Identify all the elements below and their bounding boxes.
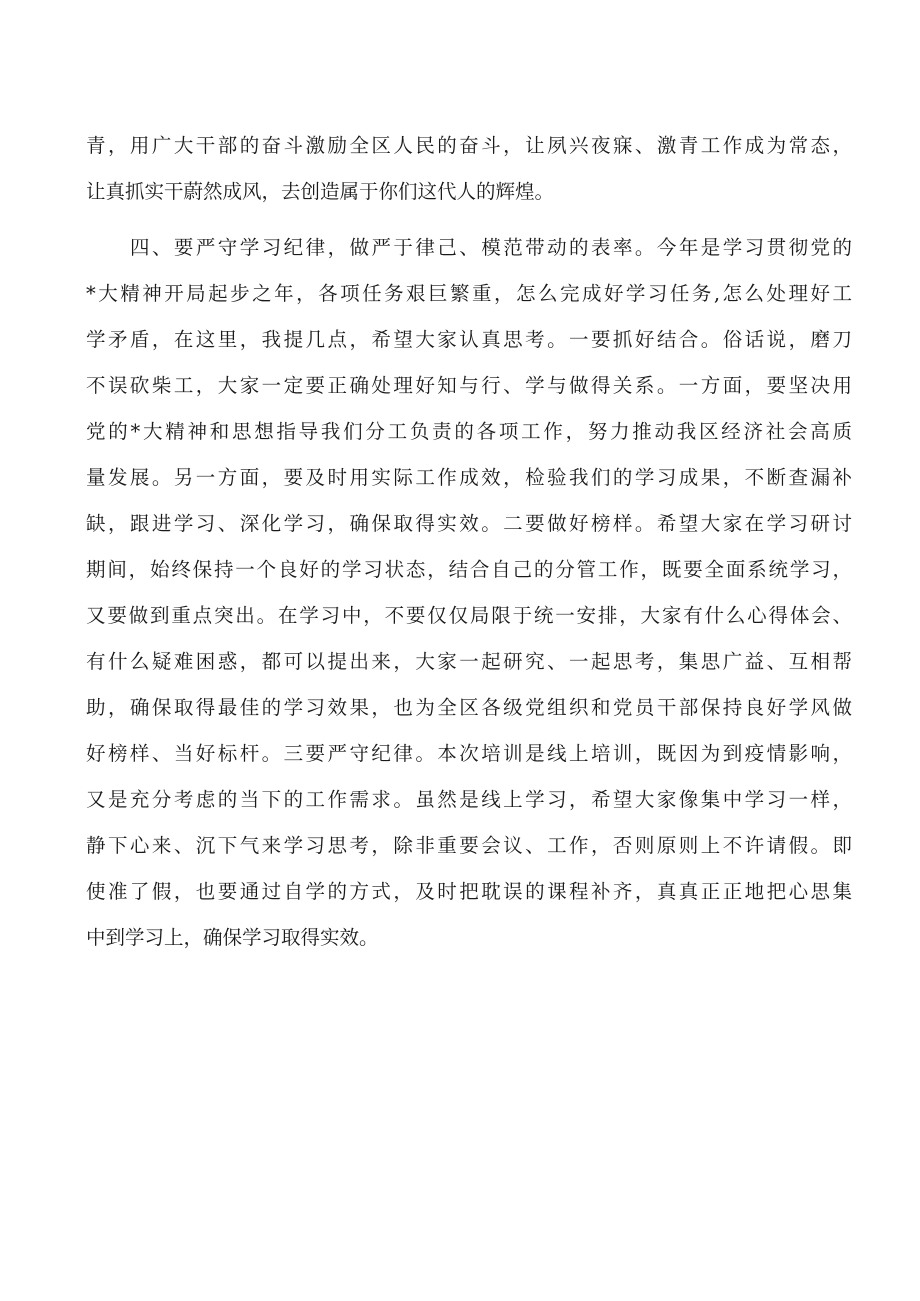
text-line: 使准了假，也要通过自学的方式，及时把耽误的课程补齐，真真正正地把心思集 (86, 880, 852, 903)
text-line: 缺，跟进学习、深化学习，确保取得实效。二要做好榜样。希望大家在学习研讨 (86, 512, 852, 535)
text-line: 好榜样、当好标杆。三要严守纪律。本次培训是线上培训，既因为到疫情影响， (86, 742, 852, 765)
text-line: *大精神开局起步之年，各项任务艰巨繁重，怎么完成好学习任务,怎么处理好工 (86, 282, 852, 305)
text-line: 量发展。另一方面，要及时用实际工作成效，检验我们的学习成果，不断查漏补 (86, 466, 852, 489)
text-line: 又要做到重点突出。在学习中，不要仅仅局限于统一安排，大家有什么心得体会、 (86, 604, 852, 627)
text-line: 让真抓实干蔚然成风，去创造属于你们这代人的辉煌。 (86, 180, 555, 203)
paragraph-heading-line: 四、要严守学习纪律，做严于律己、模范带动的表率。今年是学习贯彻党的 (130, 236, 852, 259)
text-line: 期间，始终保持一个良好的学习状态，结合自己的分管工作，既要全面系统学习， (86, 558, 852, 581)
text-line: 静下心来、沉下气来学习思考，除非重要会议、工作，否则原则上不许请假。即 (86, 834, 852, 857)
text-line: 不误砍柴工，大家一定要正确处理好知与行、学与做得关系。一方面，要坚决用 (86, 374, 852, 397)
paragraph-section-four (86, 225, 852, 961)
text-line: 青，用广大干部的奋斗激励全区人民的奋斗，让夙兴夜寐、激青工作成为常态， (86, 134, 852, 157)
paragraph-continuation (86, 123, 852, 215)
text-line: 学矛盾，在这里，我提几点，希望大家认真思考。一要抓好结合。俗话说，磨刀 (86, 328, 852, 351)
text-line: 助，确保取得最佳的学习效果，也为全区各级党组织和党员干部保持良好学风做 (86, 696, 852, 719)
text-line: 党的*大精神和思想指导我们分工负责的各项工作，努力推动我区经济社会高质 (86, 420, 852, 443)
text-line: 中到学习上，确保学习取得实效。 (86, 926, 379, 949)
text-line: 又是充分考虑的当下的工作需求。虽然是线上学习，希望大家像集中学习一样， (86, 788, 852, 811)
text-line: 有什么疑难困惑，都可以提出来，大家一起研究、一起思考，集思广益、互相帮 (86, 650, 852, 673)
